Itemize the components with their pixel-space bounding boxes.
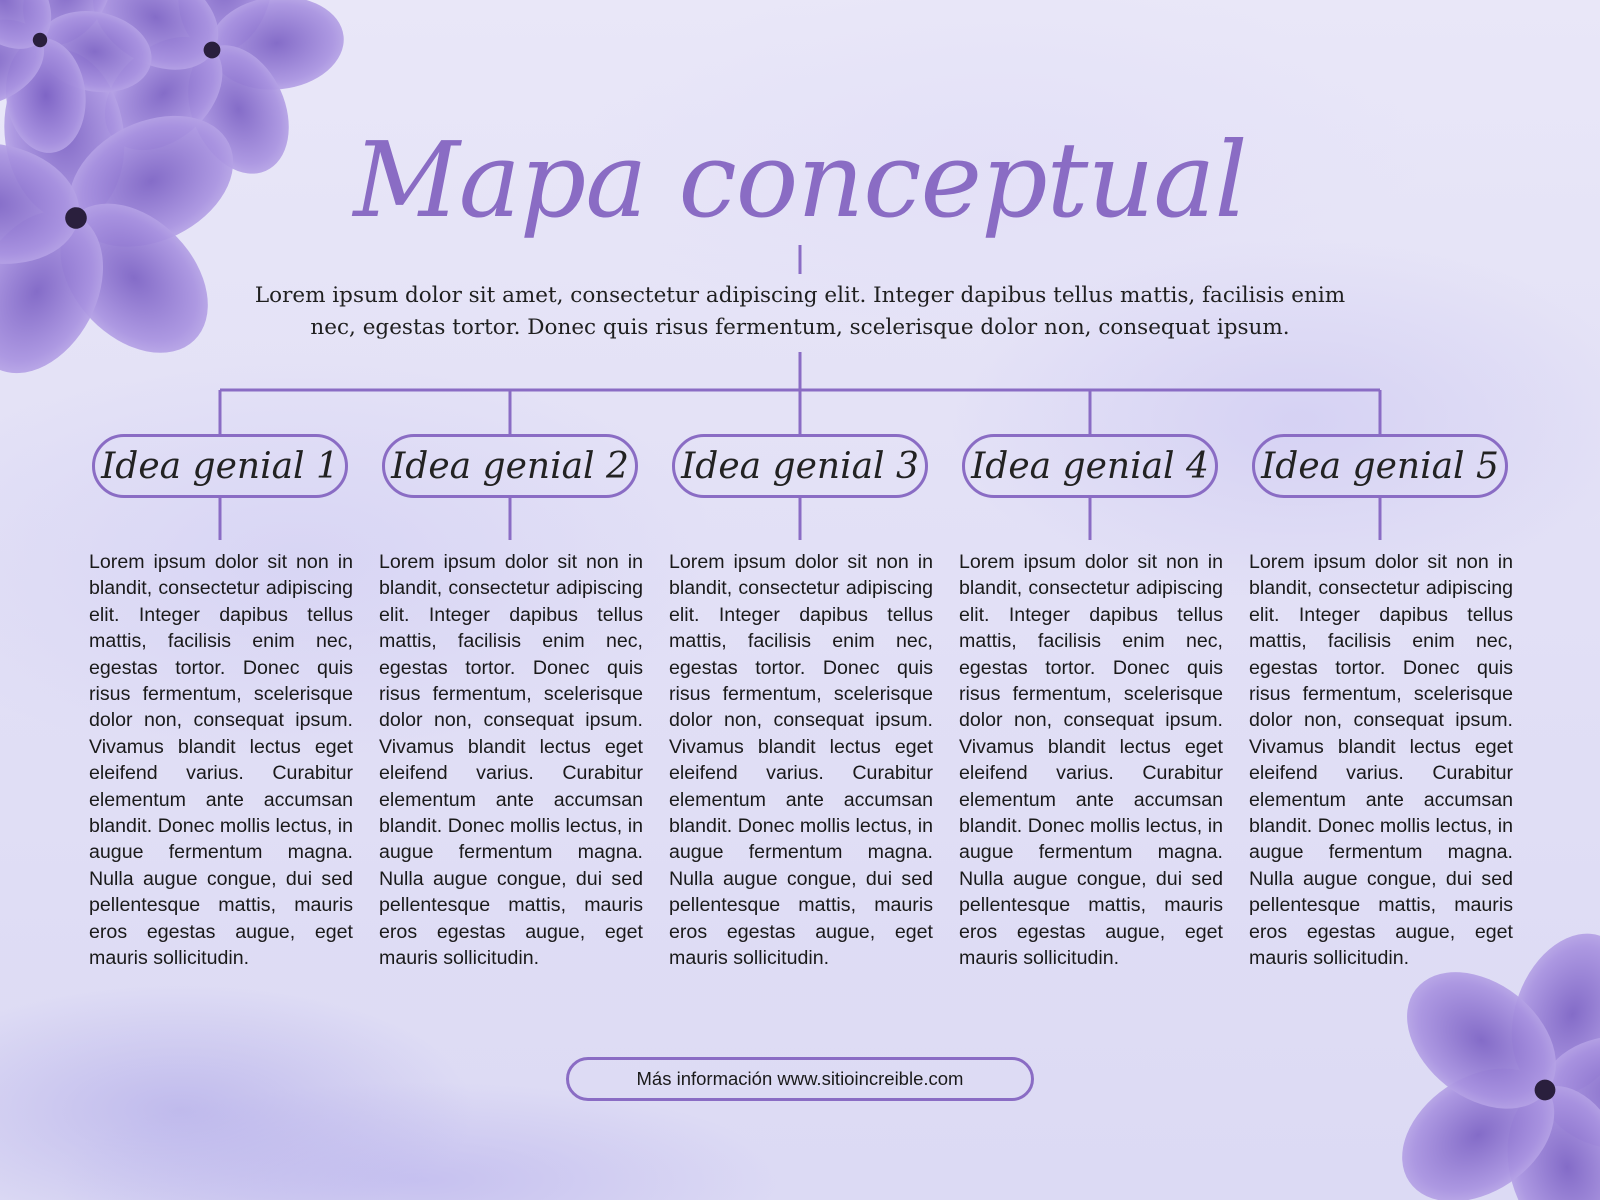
page-title: Mapa conceptual (353, 119, 1247, 241)
idea-node-5: Idea genial 5 (1252, 434, 1508, 498)
idea-node-1: Idea genial 1 (92, 434, 348, 498)
page-subtitle: Lorem ipsum dolor sit amet, consectetur adipiscing elit. Integer dapibus tellus mattis, facilisis enim nec, egestas tortor. Donec quis risus fermentum, scelerisque dolor non, consequat ipsum. (254, 283, 1346, 340)
idea-text-2: Lorem ipsum dolor sit non in blandit, consectetur adipiscing elit. Integer dapibus tellus mattis, facilisis enim nec, egestas tortor. Donec quis risus fermentum, scelerisque dolor non, consequat ipsum. Vivamus blandit lectus eget eleifend varius. Curabitur elementum ante accumsan blandit. Donec mollis lectus, in augue fermentum magna. Nulla augue congue, dui sed pellentesque mattis, mauris eros egestas augue, eget mauris sollicitudin. (379, 551, 643, 970)
idea-node-4: Idea genial 4 (962, 434, 1218, 498)
idea-text-4: Lorem ipsum dolor sit non in blandit, consectetur adipiscing elit. Integer dapibus tellus mattis, facilisis enim nec, egestas tortor. Donec quis risus fermentum, scelerisque dolor non, consequat ipsum. Vivamus blandit lectus eget eleifend varius. Curabitur elementum ante accumsan blandit. Donec mollis lectus, in augue fermentum magna. Nulla augue congue, dui sed pellentesque mattis, mauris eros egestas augue, eget mauris sollicitudin. (959, 551, 1223, 970)
idea-text-3: Lorem ipsum dolor sit non in blandit, consectetur adipiscing elit. Integer dapibus tellus mattis, facilisis enim nec, egestas tortor. Donec quis risus fermentum, scelerisque dolor non, consequat ipsum. Vivamus blandit lectus eget eleifend varius. Curabitur elementum ante accumsan blandit. Donec mollis lectus, in augue fermentum magna. Nulla augue congue, dui sed pellentesque mattis, mauris eros egestas augue, eget mauris sollicitudin. (669, 551, 933, 970)
idea-node-2: Idea genial 2 (382, 434, 638, 498)
idea-text-5: Lorem ipsum dolor sit non in blandit, consectetur adipiscing elit. Integer dapibus tellus mattis, facilisis enim nec, egestas tortor. Donec quis risus fermentum, scelerisque dolor non, consequat ipsum. Vivamus blandit lectus eget eleifend varius. Curabitur elementum ante accumsan blandit. Donec mollis lectus, in augue fermentum magna. Nulla augue congue, dui sed pellentesque mattis, mauris eros egestas augue, eget mauris sollicitudin. (1249, 551, 1513, 970)
more-info-link[interactable]: Más información www.sitioincreible.com (566, 1057, 1034, 1101)
idea-node-3: Idea genial 3 (672, 434, 928, 498)
idea-text-1: Lorem ipsum dolor sit non in blandit, consectetur adipiscing elit. Integer dapibus tellus mattis, facilisis enim nec, egestas tortor. Donec quis risus fermentum, scelerisque dolor non, consequat ipsum. Vivamus blandit lectus eget eleifend varius. Curabitur elementum ante accumsan blandit. Donec mollis lectus, in augue fermentum magna. Nulla augue congue, dui sed pellentesque mattis, mauris eros egestas augue, eget mauris sollicitudin. (89, 551, 353, 970)
